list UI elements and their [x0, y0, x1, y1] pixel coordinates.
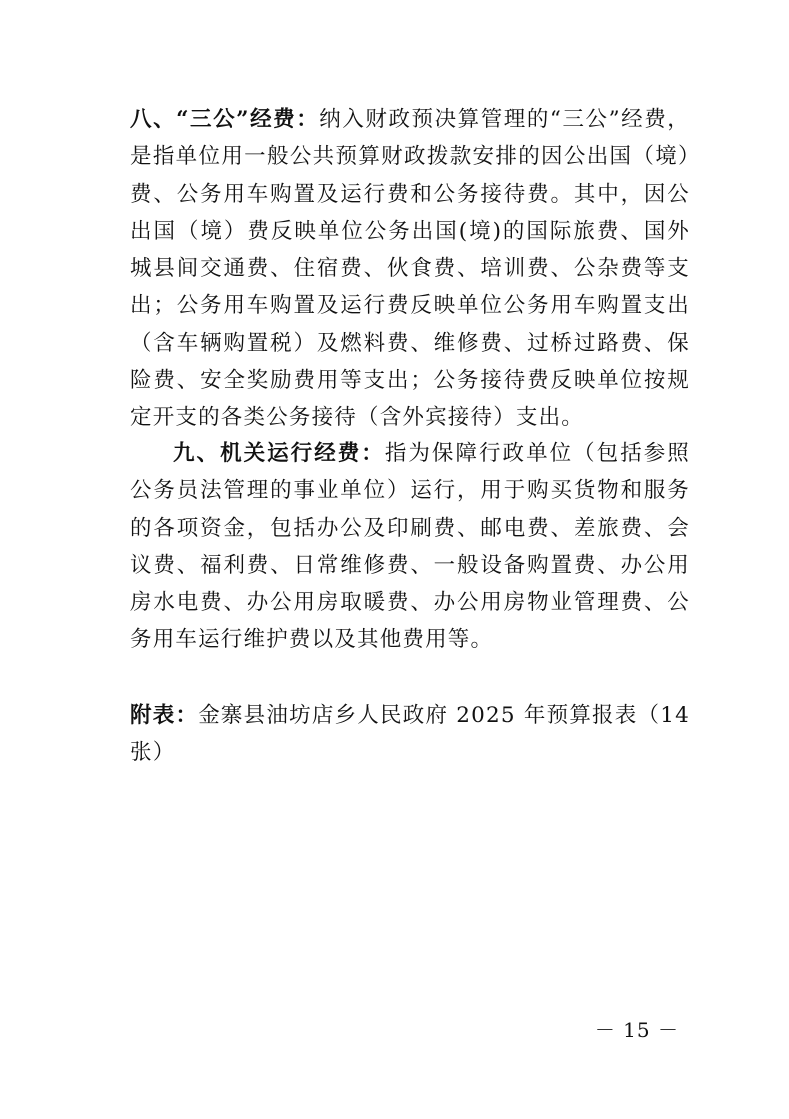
section-8-body: 纳入财政预决算管理的“三公”经费，是指单位用一般公共预算财政拨款安排的因公出国（境）费、公务用车购置及运行费和公务接待费。其中，因公出国（境）费反映单位公务出国(境)的国际旅费、国外城县间交通费、住宿费、伙食费、培训费、公杂费等支出；公务用车购置及运行费反映单位公务用车购置支出（含车辆购置税）及燃料费、维修费、过桥过路费、保险费、安全奖励费用等支出；公务接待费反映单位按规定开支的各类公务接待（含外宾接待）支出。 — [130, 107, 690, 431]
page-number: － 15 － — [594, 1018, 679, 1042]
section-9-paragraph — [130, 435, 690, 659]
appendix-label: 附表： — [130, 703, 199, 728]
section-9-heading: 九、机关运行经费： — [173, 441, 385, 466]
section-8-heading: 八、“三公”经费： — [130, 107, 320, 132]
appendix-text: 金寨县油坊店乡人民政府 2025 年预算报表（14 张） — [130, 703, 691, 766]
section-8-paragraph — [130, 101, 690, 437]
appendix-line — [130, 697, 690, 772]
section-9-body: 指为保障行政单位（包括参照公务员法管理的事业单位）运行，用于购买货物和服务的各项资金，包括办公及印刷费、邮电费、差旅费、会议费、福利费、日常维修费、一般设备购置费、办公用房水电费、办公用房取暖费、办公用房物业管理费、公务用车运行维护费以及其他费用等。 — [130, 441, 690, 653]
